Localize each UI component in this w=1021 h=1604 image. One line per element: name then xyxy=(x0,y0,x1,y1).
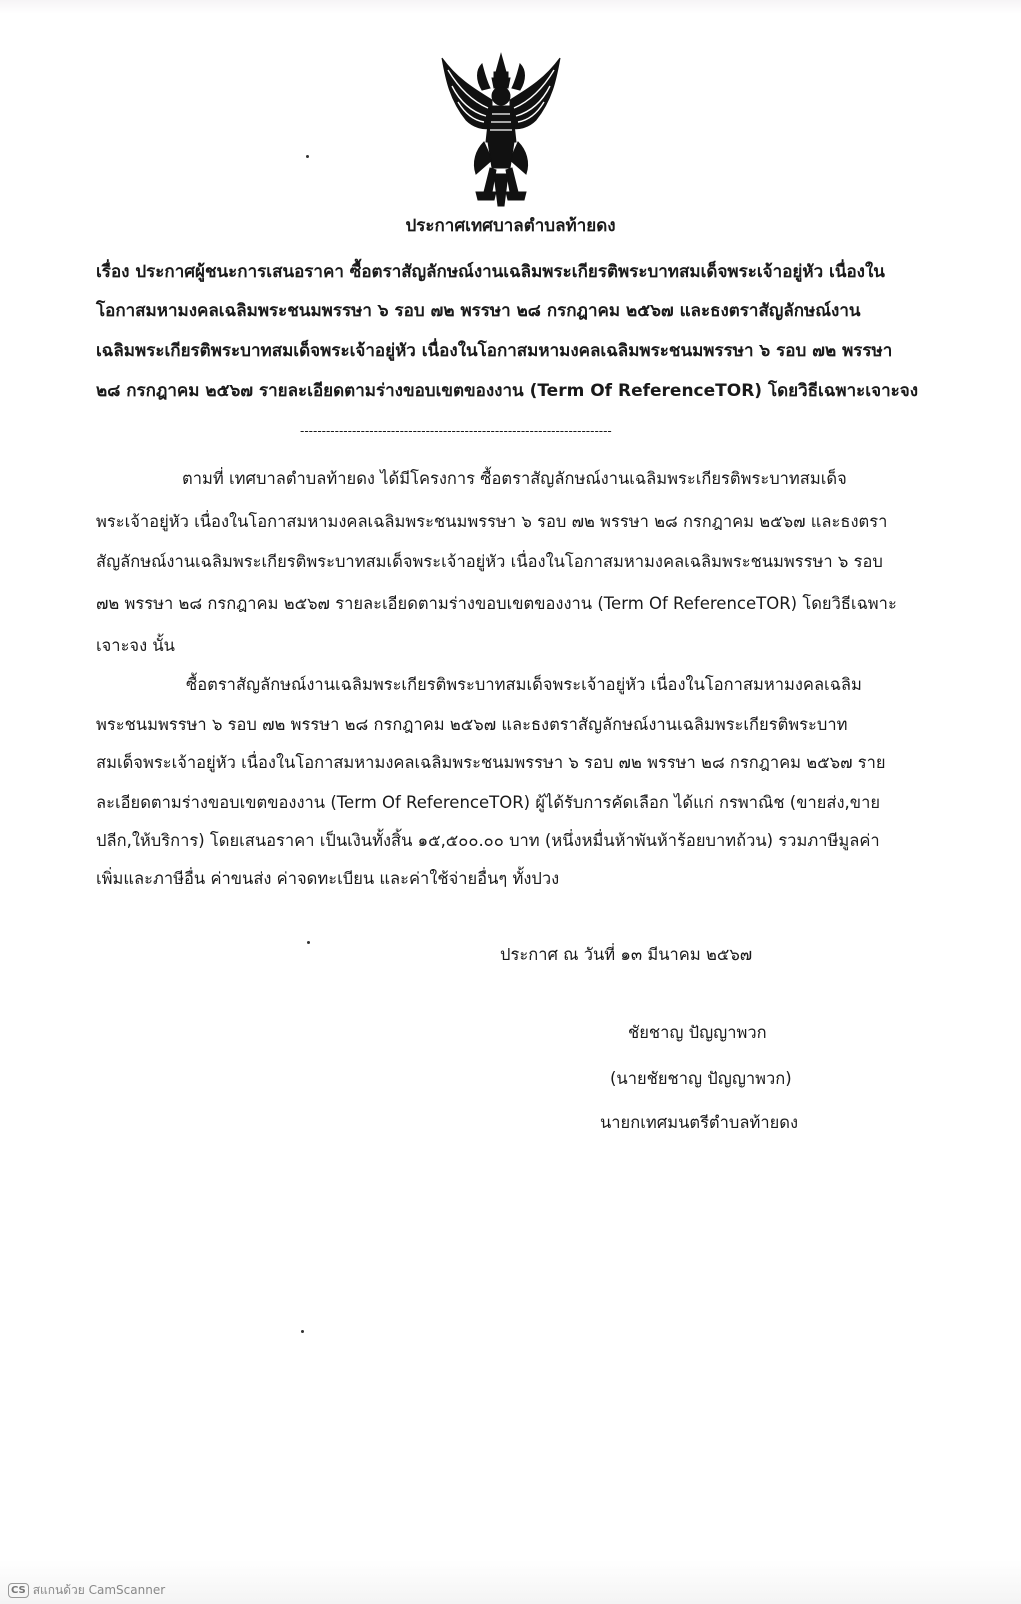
signed-name: ชัยชาญ ปัญญาพวก xyxy=(628,1023,767,1042)
announcement-title: ประกาศเทศบาลตำบลท้ายดง xyxy=(405,216,616,236)
paragraph-1-line-2: พระเจ้าอยู่หัว เนื่องในโอกาสมหามงคลเฉลิมพระชนมพรรษา ๖ รอบ ๗๒ พรรษา ๒๘ กรกฎาคม ๒๕๖๗ และธงตรา xyxy=(96,512,888,531)
subject-line-3: เฉลิมพระเกียรติพระบาทสมเด็จพระเจ้าอยู่หัว เนื่องในโอกาสมหามงคลเฉลิมพระชนมพรรษา ๖ รอบ ๗๒ พรรษา xyxy=(96,341,893,361)
paragraph-2-line-1: ซื้อตราสัญลักษณ์งานเฉลิมพระเกียรติพระบาทสมเด็จพระเจ้าอยู่หัว เนื่องในโอกาสมหามงคลเฉลิม xyxy=(186,675,862,694)
paragraph-2-line-4: ละเอียดตามร่างขอบเขตของงาน (Term Of ReferenceTOR) ผู้ได้รับการคัดเลือก ได้แก่ กรพาณิช (ขายส่ง,ขาย xyxy=(96,793,880,812)
announcement-date: ประกาศ ณ วันที่ ๑๓ มีนาคม ๒๕๖๗ xyxy=(500,945,753,964)
camscanner-logo-icon: CS xyxy=(8,1583,29,1598)
scanner-watermark-text: สแกนด้วย CamScanner xyxy=(32,1583,166,1597)
garuda-emblem-icon xyxy=(436,50,566,210)
paragraph-2-line-2: พระชนมพรรษา ๖ รอบ ๗๒ พรรษา ๒๘ กรกฎาคม ๒๕๖๗ และธงตราสัญลักษณ์งานเฉลิมพระเกียรติพระบาท xyxy=(96,715,848,734)
scan-speck xyxy=(307,941,310,944)
paragraph-1-line-3: สัญลักษณ์งานเฉลิมพระเกียรติพระบาทสมเด็จพระเจ้าอยู่หัว เนื่องในโอกาสมหามงคลเฉลิมพระชนมพรรษา ๖ รอบ xyxy=(96,552,883,571)
paragraph-1-line-4: ๗๒ พรรษา ๒๘ กรกฎาคม ๒๕๖๗ รายละเอียดตามร่างขอบเขตของงาน (Term Of ReferenceTOR) โดยวิธีเฉพาะ xyxy=(96,594,897,613)
signer-full-name: (นายชัยชาญ ปัญญาพวก) xyxy=(610,1069,792,1088)
scan-speck xyxy=(301,1330,304,1333)
scan-speck xyxy=(306,155,309,158)
paragraph-1-line-1: ตามที่ เทศบาลตำบลท้ายดง ได้มีโครงการ ซื้อตราสัญลักษณ์งานเฉลิมพระเกียรติพระบาทสมเด็จ xyxy=(182,469,847,488)
paragraph-2-line-6: เพิ่มและภาษีอื่น ค่าขนส่ง ค่าจดทะเบียน และค่าใช้จ่ายอื่นๆ ทั้งปวง xyxy=(96,869,560,888)
signer-position: นายกเทศมนตรีตำบลท้ายดง xyxy=(600,1113,799,1132)
paragraph-1-line-5: เจาะจง นั้น xyxy=(96,636,175,655)
paragraph-2-line-3: สมเด็จพระเจ้าอยู่หัว เนื่องในโอกาสมหามงคลเฉลิมพระชนมพรรษา ๖ รอบ ๗๒ พรรษา ๒๘ กรกฎาคม ๒๕๖๗ ราย xyxy=(96,753,886,772)
paragraph-2-line-5: ปลีก,ให้บริการ) โดยเสนอราคา เป็นเงินทั้งสิ้น ๑๕,๕๐๐.๐๐ บาท (หนึ่งหมื่นห้าพันห้าร้อยบาทถ้วน) รวมภาษีมูลค่า xyxy=(96,831,880,850)
subject-line-1: เรื่อง ประกาศผู้ชนะการเสนอราคา ซื้อตราสัญลักษณ์งานเฉลิมพระเกียรติพระบาทสมเด็จพระเจ้าอยู่หัว เนื่องใน xyxy=(96,262,885,282)
subject-line-2: โอกาสมหามงคลเฉลิมพระชนมพรรษา ๖ รอบ ๗๒ พรรษา ๒๘ กรกฎาคม ๒๕๖๗ และธงตราสัญลักษณ์งาน xyxy=(96,301,861,321)
separator-line: ------------------------------------------------------------------------ xyxy=(300,424,612,438)
subject-line-4: ๒๘ กรกฎาคม ๒๕๖๗ รายละเอียดตามร่างขอบเขตของงาน (Term Of ReferenceTOR) โดยวิธีเฉพาะเจาะจง xyxy=(96,381,919,401)
scanner-watermark xyxy=(8,1581,165,1600)
